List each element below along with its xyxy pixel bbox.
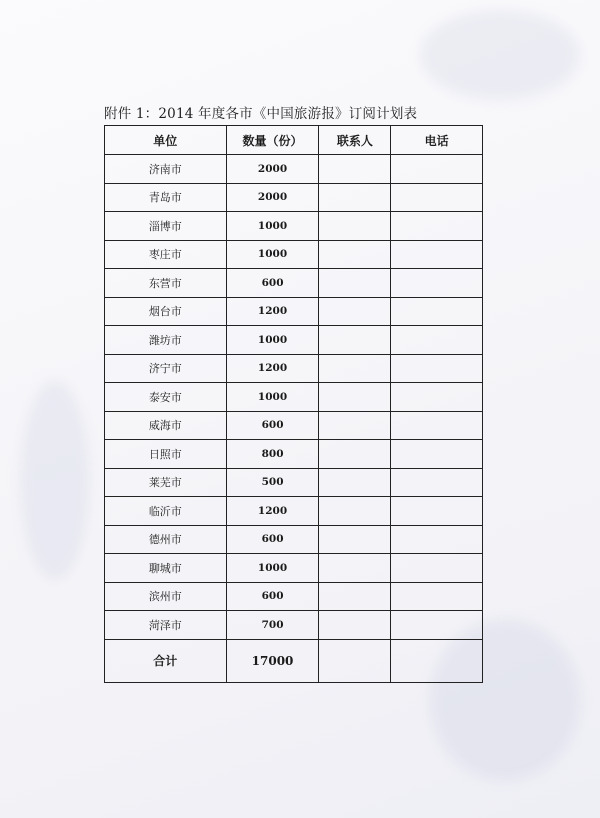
subscription-plan-table bbox=[104, 125, 483, 683]
phone-cell bbox=[391, 297, 483, 326]
table-row bbox=[105, 525, 483, 554]
quantity-cell: 500 bbox=[226, 468, 319, 497]
table-row bbox=[105, 354, 483, 383]
quantity-cell: 1000 bbox=[226, 326, 319, 355]
table-row bbox=[105, 297, 483, 326]
unit-cell: 德州市 bbox=[105, 525, 227, 554]
total-phone-cell bbox=[391, 639, 483, 682]
table-row bbox=[105, 155, 483, 184]
table-row bbox=[105, 212, 483, 241]
contact-cell bbox=[319, 240, 391, 269]
quantity-cell: 1200 bbox=[226, 497, 319, 526]
phone-cell bbox=[391, 440, 483, 469]
table-row bbox=[105, 183, 483, 212]
table-row bbox=[105, 440, 483, 469]
table-row bbox=[105, 497, 483, 526]
table-row bbox=[105, 554, 483, 583]
table-row bbox=[105, 240, 483, 269]
quantity-cell: 600 bbox=[226, 525, 319, 554]
column-header-contact: 联系人 bbox=[319, 126, 391, 155]
contact-cell bbox=[319, 525, 391, 554]
unit-cell: 青岛市 bbox=[105, 183, 227, 212]
phone-cell bbox=[391, 383, 483, 412]
contact-cell bbox=[319, 155, 391, 184]
contact-cell bbox=[319, 497, 391, 526]
phone-cell bbox=[391, 155, 483, 184]
column-header-phone: 电话 bbox=[391, 126, 483, 155]
quantity-cell: 1200 bbox=[226, 354, 319, 383]
unit-cell: 济南市 bbox=[105, 155, 227, 184]
quantity-cell: 700 bbox=[226, 611, 319, 640]
unit-cell: 威海市 bbox=[105, 411, 227, 440]
phone-cell bbox=[391, 183, 483, 212]
contact-cell bbox=[319, 468, 391, 497]
unit-cell: 莱芜市 bbox=[105, 468, 227, 497]
table-row bbox=[105, 582, 483, 611]
quantity-cell: 2000 bbox=[226, 183, 319, 212]
contact-cell bbox=[319, 411, 391, 440]
table-row bbox=[105, 468, 483, 497]
phone-cell bbox=[391, 212, 483, 241]
unit-cell: 泰安市 bbox=[105, 383, 227, 412]
quantity-cell: 800 bbox=[226, 440, 319, 469]
contact-cell bbox=[319, 440, 391, 469]
phone-cell bbox=[391, 326, 483, 355]
unit-cell: 济宁市 bbox=[105, 354, 227, 383]
contact-cell bbox=[319, 326, 391, 355]
unit-cell: 烟台市 bbox=[105, 297, 227, 326]
quantity-cell: 600 bbox=[226, 411, 319, 440]
table-row bbox=[105, 411, 483, 440]
phone-cell bbox=[391, 611, 483, 640]
quantity-cell: 600 bbox=[226, 269, 319, 298]
quantity-cell: 1000 bbox=[226, 240, 319, 269]
unit-cell: 日照市 bbox=[105, 440, 227, 469]
contact-cell bbox=[319, 383, 391, 412]
table-row bbox=[105, 611, 483, 640]
column-header-quantity: 数量（份） bbox=[226, 126, 319, 155]
unit-cell: 聊城市 bbox=[105, 554, 227, 583]
unit-cell: 东营市 bbox=[105, 269, 227, 298]
column-header-unit: 单位 bbox=[105, 126, 227, 155]
contact-cell bbox=[319, 212, 391, 241]
total-contact-cell bbox=[319, 639, 391, 682]
unit-cell: 菏泽市 bbox=[105, 611, 227, 640]
total-quantity: 17000 bbox=[226, 639, 319, 682]
contact-cell bbox=[319, 269, 391, 298]
table-row bbox=[105, 383, 483, 412]
quantity-cell: 2000 bbox=[226, 155, 319, 184]
contact-cell bbox=[319, 582, 391, 611]
contact-cell bbox=[319, 554, 391, 583]
phone-cell bbox=[391, 582, 483, 611]
quantity-cell: 1000 bbox=[226, 383, 319, 412]
phone-cell bbox=[391, 240, 483, 269]
contact-cell bbox=[319, 183, 391, 212]
unit-cell: 临沂市 bbox=[105, 497, 227, 526]
contact-cell bbox=[319, 354, 391, 383]
unit-cell: 滨州市 bbox=[105, 582, 227, 611]
phone-cell bbox=[391, 269, 483, 298]
phone-cell bbox=[391, 411, 483, 440]
unit-cell: 枣庄市 bbox=[105, 240, 227, 269]
table-row bbox=[105, 326, 483, 355]
contact-cell bbox=[319, 611, 391, 640]
quantity-cell: 1000 bbox=[226, 554, 319, 583]
phone-cell bbox=[391, 468, 483, 497]
quantity-cell: 1200 bbox=[226, 297, 319, 326]
contact-cell bbox=[319, 297, 391, 326]
total-label: 合计 bbox=[105, 639, 227, 682]
table-header-row bbox=[105, 126, 483, 155]
document-heading: 附件 1：2014 年度各市《中国旅游报》订阅计划表 bbox=[104, 106, 418, 122]
phone-cell bbox=[391, 525, 483, 554]
unit-cell: 潍坊市 bbox=[105, 326, 227, 355]
phone-cell bbox=[391, 497, 483, 526]
phone-cell bbox=[391, 354, 483, 383]
paper-smudge bbox=[420, 10, 580, 100]
paper-smudge bbox=[20, 380, 90, 580]
table-row bbox=[105, 269, 483, 298]
phone-cell bbox=[391, 554, 483, 583]
quantity-cell: 600 bbox=[226, 582, 319, 611]
unit-cell: 淄博市 bbox=[105, 212, 227, 241]
total-row bbox=[105, 639, 483, 682]
quantity-cell: 1000 bbox=[226, 212, 319, 241]
